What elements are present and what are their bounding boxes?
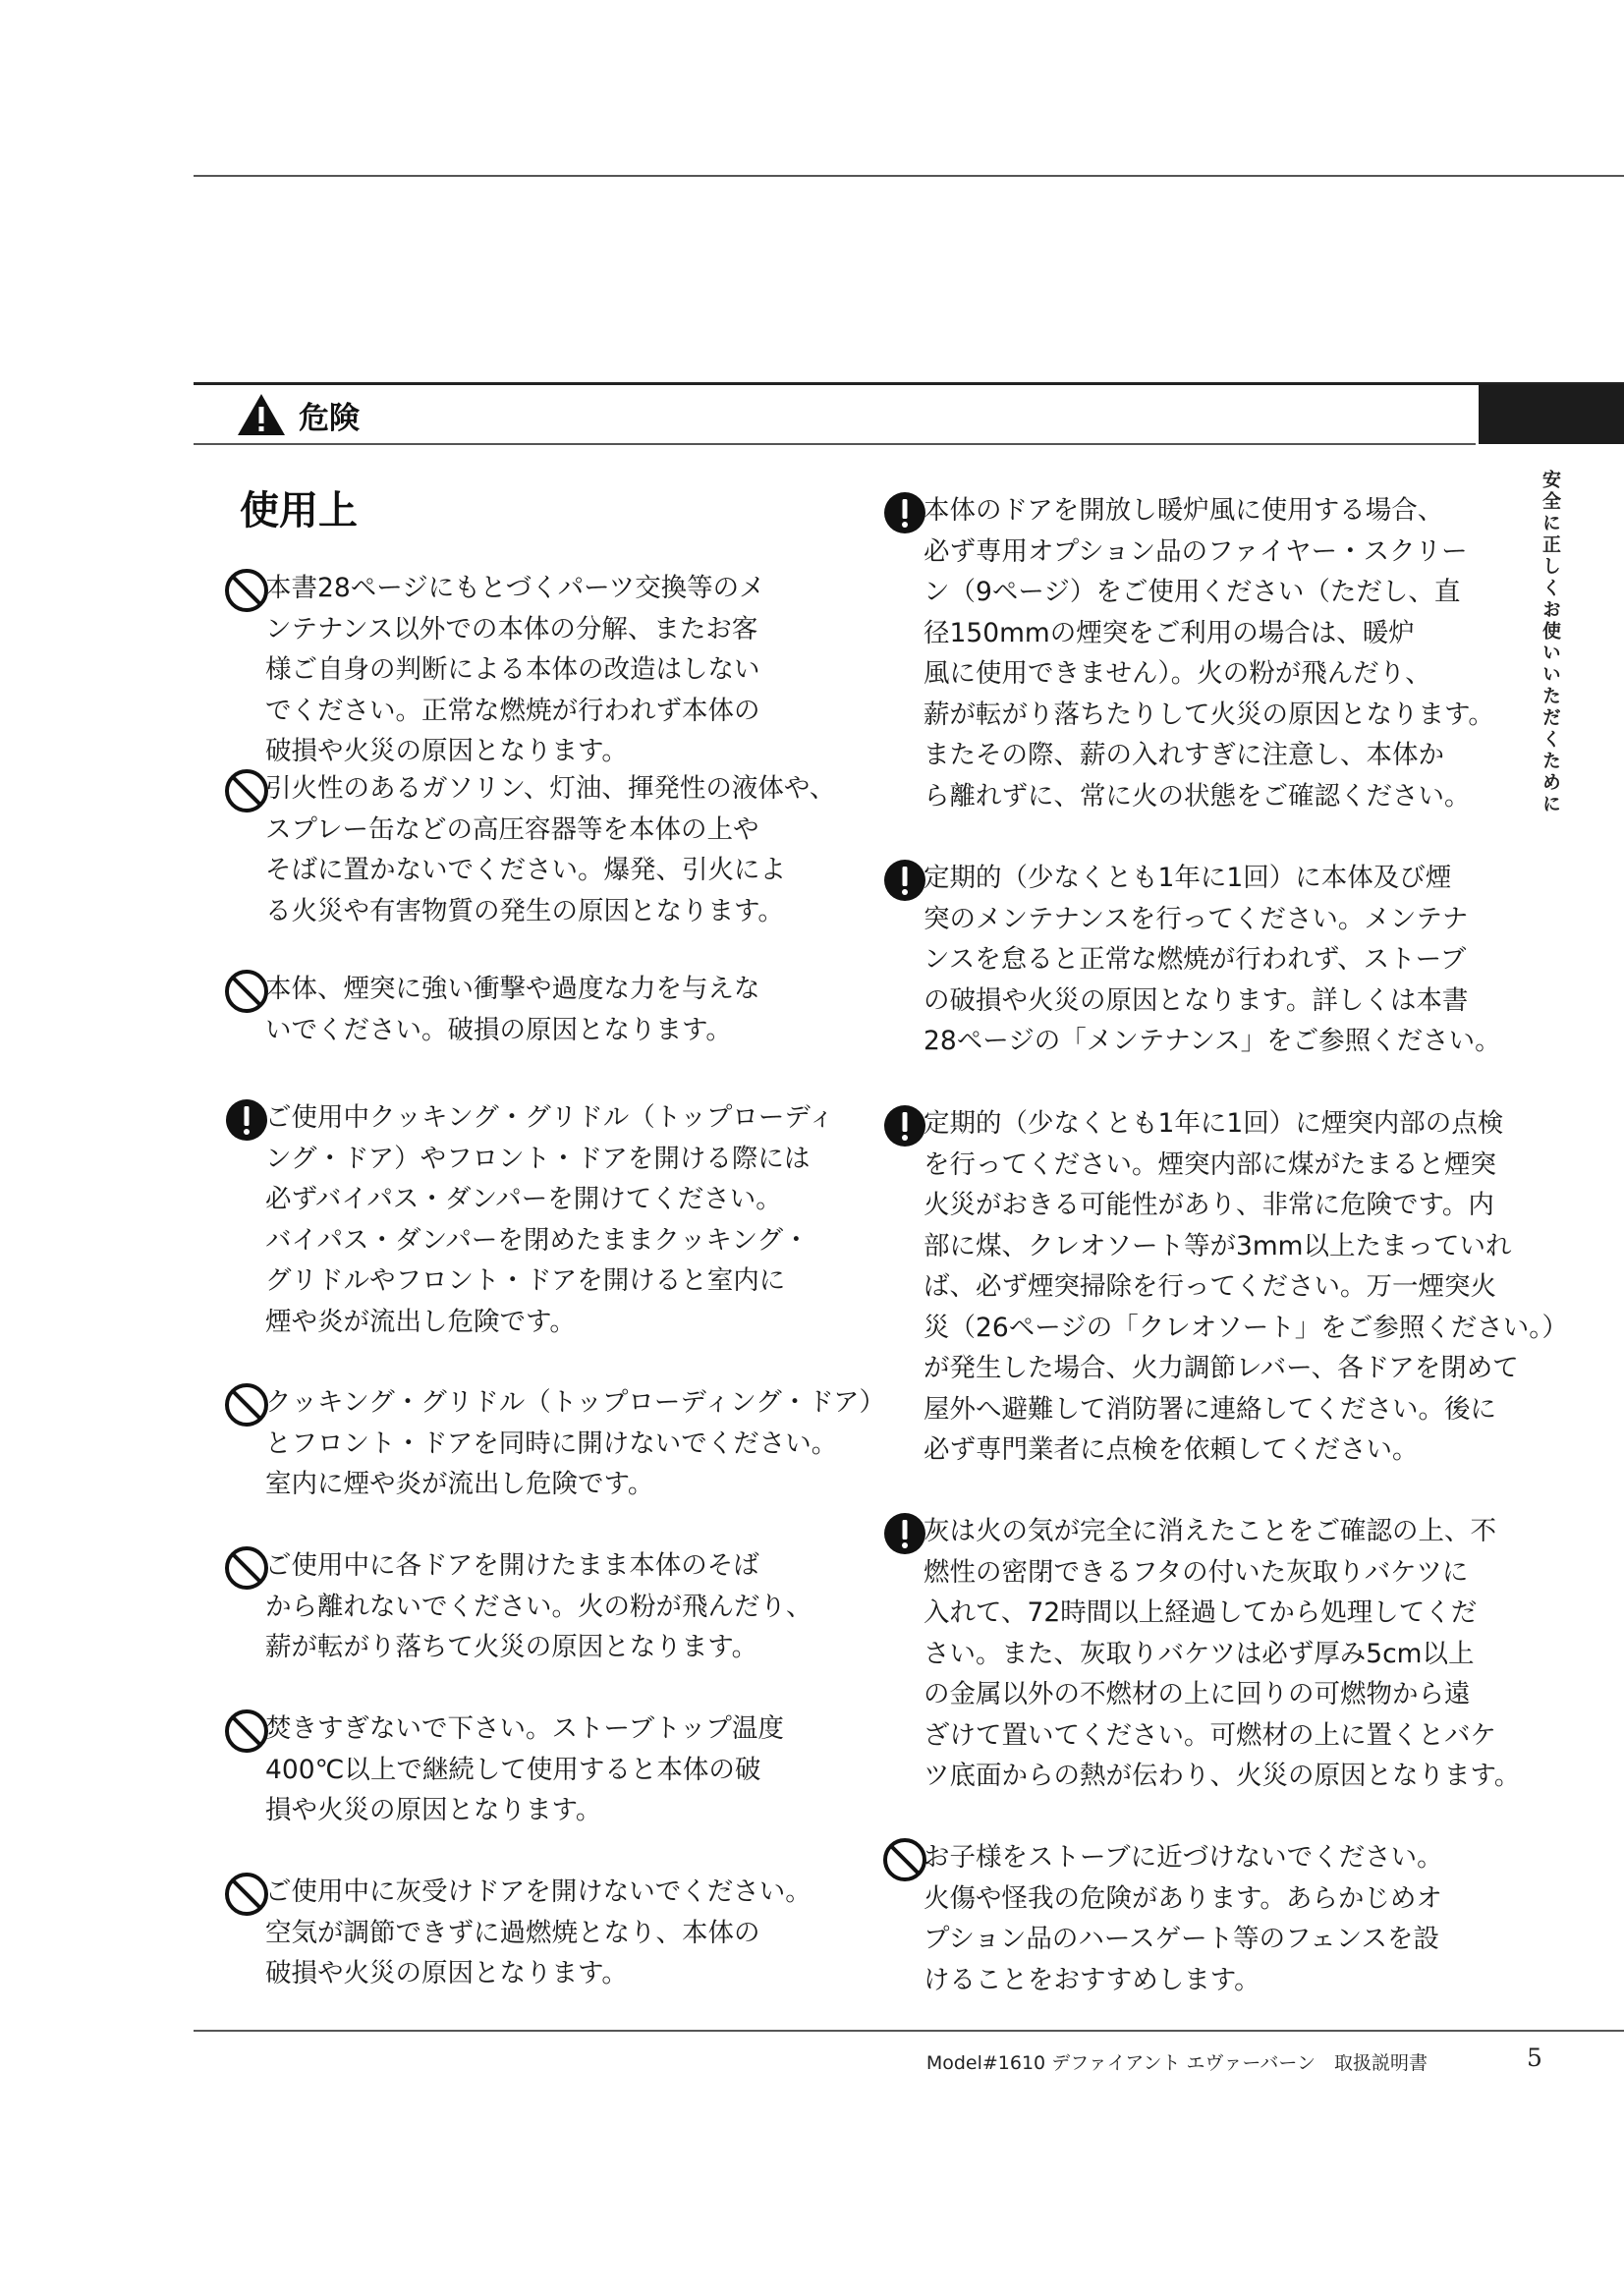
warning-text: ご使用中に灰受けドアを開けないでください。 空気が調節できずに過燃焼となり、本体の 破損や火災の原因となります。 (265, 1876, 812, 1988)
prohibition-icon (224, 768, 269, 813)
prohibition-icon (224, 969, 269, 1014)
top-rule (194, 175, 1624, 177)
prohibition-icon (882, 1837, 927, 1882)
prohibition-icon (224, 568, 269, 613)
prohibition-icon (224, 1708, 269, 1754)
header-rule-top (194, 382, 1624, 385)
warning-text: 定期的（少なくとも1年に1回）に煙突内部の点検 を行ってください。煙突内部に煤がたまると煙突 火災がおきる可能性があり、非常に危険です。内 部に煤、クレオソート等が3mm以上たまっていれ ば、必ず煙突掃除を行ってください。万一煙突火 災（26ページの「クレオソート」をご参照ください。） が発生した場合、火力調節レバー、各ドアを閉めて 屋外へ避難して消防署に連絡してください。後に 必ず専門業者に点検を依頼してください。 (924, 1108, 1568, 1465)
danger-header (236, 389, 360, 440)
exclamation-icon (882, 1511, 927, 1556)
warning-text: 焚きすぎないで下さい。ストーブトップ温度 400℃以上で継続して使用すると本体の破 損や火災の原因となります。 (265, 1713, 784, 1825)
warning-text: 本書28ページにもとづくパーツ交換等のメ ンテナンス以外での本体の分解、またお客 様ご自身の判断による本体の改造はしない でください。正常な燃焼が行われず本体の 破損や火災の原因となります。 (265, 573, 765, 766)
warning-text: 灰は火の気が完全に消えたことをご確認の上、不 燃性の密閉できるフタの付いた灰取りバケツに 入れて、72時間以上経過してから処理してくだ さい。また、灰取りバケツは必ず厚み5cm以上 の金属以外の不燃材の上に回りの可燃物から遠 ざけて置いてください。可燃材の上に置くとバケ ツ底面からの熱が伝わり、火災の原因となります。 (924, 1516, 1521, 1791)
footer-model-title: Model#1610 デファイアント エヴァーバーン 取扱説明書 (925, 2052, 1428, 2074)
exclamation-icon (224, 1097, 269, 1143)
warning-text: 本体、煙突に強い衝撃や過度な力を与えな いでください。破損の原因となります。 (265, 974, 760, 1045)
section-tab (1479, 384, 1624, 444)
footer-rule (194, 2030, 1624, 2032)
warning-text: お子様をストーブに近づけないでください。 火傷や怪我の危険があります。あらかじめオ プション品のハースゲート等のフェンスを設 けることをおすすめします。 (924, 1842, 1443, 1995)
prohibition-icon (224, 1545, 269, 1591)
warning-text: 本体のドアを開放し暖炉風に使用する場合、 必ず専用オプション品のファイヤー・スクリー ン（9ページ）をご使用ください（ただし、直 径150mmの煙突をご利用の場合は、暖炉 風に使用できません）。火の粉が飛んだり、 薪が転がり落ちたりして火災の原因となります。 またその際、薪の入れすぎに注意し、本体か ら離れずに、常に火の状態をご確認ください。 (924, 495, 1494, 812)
exclamation-icon (882, 858, 927, 903)
section-side-label: 安全に正しくお使いいただくために (1540, 470, 1561, 815)
page-number: 5 (1527, 2044, 1542, 2072)
section-heading: 使用上 (240, 488, 358, 533)
warning-triangle-icon (236, 392, 287, 437)
prohibition-icon (224, 1382, 269, 1428)
exclamation-icon (882, 1103, 927, 1148)
warning-text: ご使用中クッキング・グリドル（トップローディ ング・ドア）やフロント・ドアを開ける際には 必ずバイパス・ダンパーを開けてください。 バイパス・ダンパーを閉めたままクッキング・ グリドルやフロント・ドアを開けると室内に 煙や炎が流出し危険です。 (265, 1102, 835, 1337)
warning-text: クッキング・グリドル（トップローディング・ドア） とフロント・ドアを同時に開けないでください。 室内に煙や炎が流出し危険です。 (265, 1387, 885, 1499)
danger-title: 危険 (299, 400, 360, 436)
prohibition-icon (224, 1872, 269, 1917)
warning-text: 定期的（少なくとも1年に1回）に本体及び煙 突のメンテナンスを行ってください。メンテナ ンスを怠ると正常な燃焼が行われず、ストーブ の破損や火災の原因となります。詳しくは本書 28ページの「メンテナンス」をご参照ください。 (924, 863, 1501, 1056)
warning-text: ご使用中に各ドアを開けたまま本体のそば から離れないでください。火の粉が飛んだり、 薪が転がり落ちて火災の原因となります。 (265, 1550, 812, 1662)
warning-text: 引火性のあるガソリン、灯油、揮発性の液体や、 スプレー缶などの高圧容器等を本体の上や そばに置かないでください。爆発、引火によ る火災や有害物質の発生の原因となります。 (265, 773, 836, 926)
exclamation-icon (882, 490, 927, 535)
header-rule-bottom (194, 443, 1476, 445)
